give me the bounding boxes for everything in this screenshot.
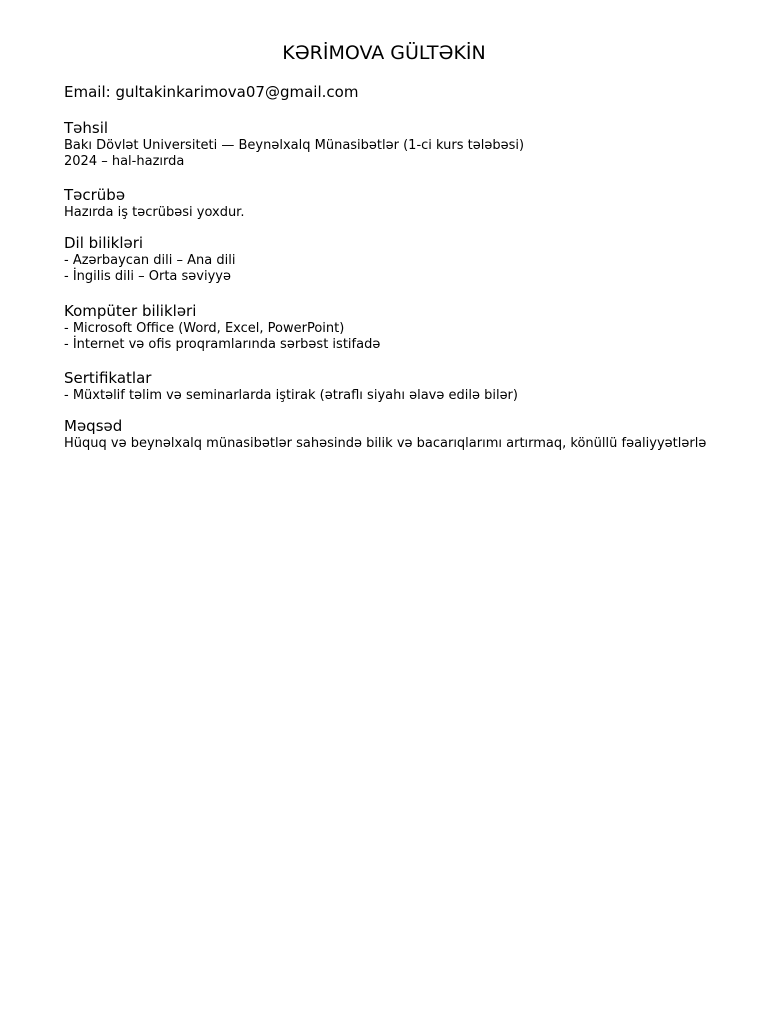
objective-section (64, 417, 706, 452)
certificates-section (64, 369, 518, 404)
resume-name-title: KƏRİMOVA GÜLTƏKİN (282, 42, 486, 64)
computer-skills-section (64, 302, 380, 353)
language-item: - Azərbaycan dili – Ana dili (64, 253, 236, 268)
computer-skill-item: - İnternet və ofis proqramlarında sərbəst istifadə (64, 337, 381, 352)
computer-skills-heading: Kompüter bilikləri (64, 302, 197, 320)
language-item: - İngilis dili – Orta səviyyə (64, 269, 231, 284)
education-line: Bakı Dövlət Universiteti — Beynəlxalq Münasibətlər (1-ci kurs tələbəsi) (64, 138, 525, 153)
certificate-item: - Müxtəlif təlim və seminarlarda iştirak (ətraflı siyahı əlavə edilə bilər) (64, 388, 518, 403)
objective-text: Hüquq və beynəlxalq münasibətlər sahəsində bilik və bacarıqlarımı artırmaq, könüllü fəaliyyətlərlə (64, 436, 707, 451)
education-section (64, 119, 524, 170)
objective-heading: Məqsəd (64, 417, 123, 435)
experience-heading: Təcrübə (64, 186, 126, 204)
experience-line: Hazırda iş təcrübəsi yoxdur. (64, 205, 245, 220)
certificates-heading: Sertifikatlar (64, 369, 152, 387)
education-line: 2024 – hal-hazırda (64, 154, 185, 169)
email-line: Email: gultakinkarimova07@gmail.com (64, 83, 359, 101)
computer-skill-item: - Microsoft Office (Word, Excel, PowerPoint) (64, 321, 345, 336)
education-heading: Təhsil (64, 119, 109, 137)
languages-section (64, 234, 235, 285)
languages-heading: Dil bilikləri (64, 234, 144, 252)
experience-section (64, 186, 244, 221)
